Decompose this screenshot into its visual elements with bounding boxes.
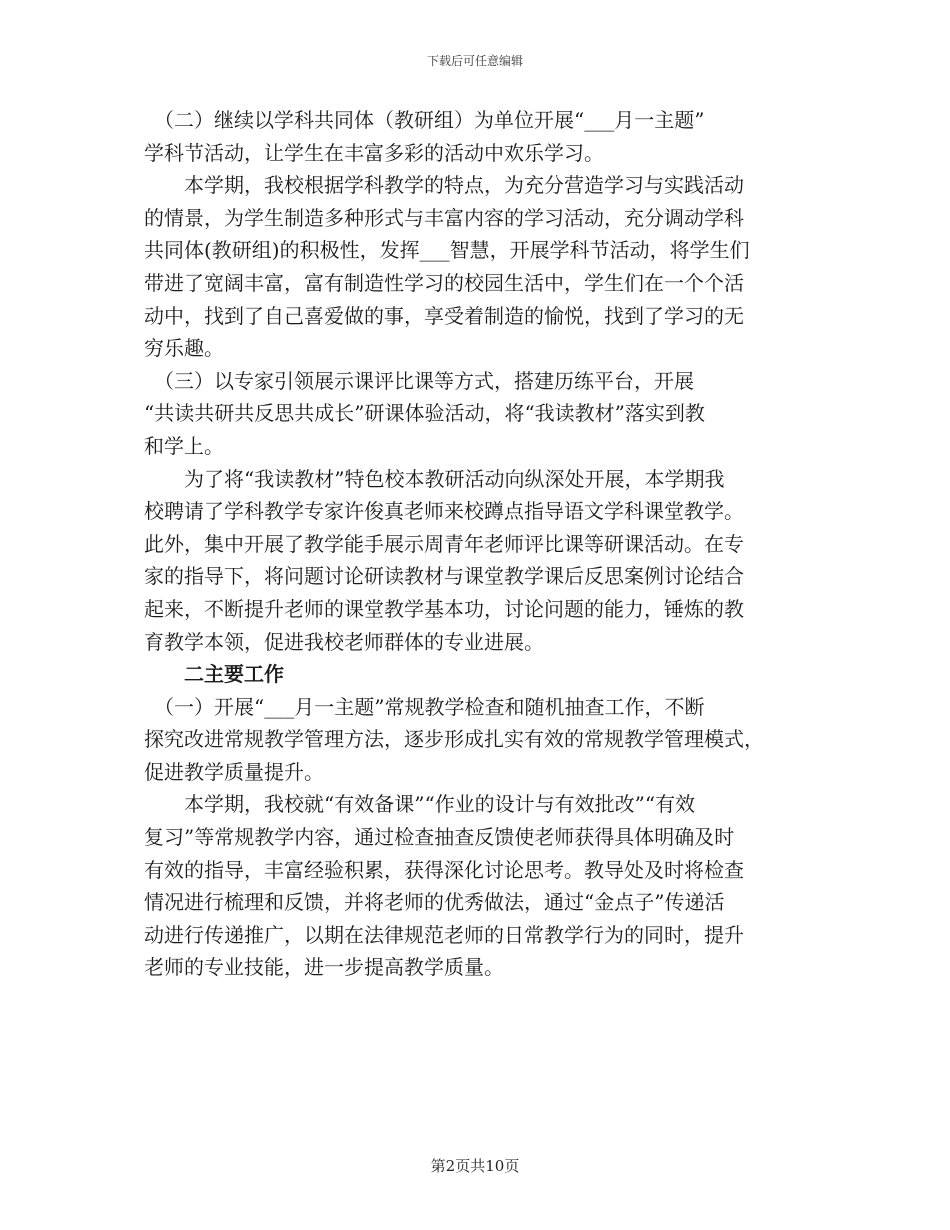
text-line: 促进教学质量提升。 [144,759,324,784]
text-line: （三）以专家引领展示课评比课等方式，搭建历练平台，开展 [144,368,694,393]
text-line: （二）继续以学科共同体（教研组）为单位开展“___月一主题” [144,108,705,132]
text-line: 复习”等常规教学内容，通过检查抽查反馈使老师获得具体明确及时 [144,825,735,850]
text-line: 此外，集中开展了教学能手展示周青年老师评比课等研课活动。在专 [144,531,744,556]
text-line: 情况进行梳理和反馈，并将老师的优秀做法，通过“金点子”传递活 [144,890,725,915]
text-line: 动进行传递推广，以期在法律规范老师的日常教学行为的同时，提升 [144,922,744,947]
heading-text: 二主要工作 [144,662,284,687]
text-line: 为了将“我读教材”特色校本教研活动向纵深处开展，本学期我 [144,466,725,491]
total-pages: 10 [485,1157,505,1175]
footer-prefix: 第 [430,1157,446,1175]
document-body [144,104,812,984]
footer-suffix: 页 [504,1157,520,1175]
footer-mid: 页共 [455,1157,486,1175]
text-line: （一）开展“___月一主题”常规教学检查和随机抽查工作，不断 [144,694,705,719]
text-line: 校聘请了学科教学专家许俊真老师来校蹲点指导语文学科课堂教学。 [144,499,744,524]
text-line: 老师的专业技能，进一步提高教学质量。 [144,955,504,980]
paragraph-activity-subject-festival [144,104,812,169]
text-line: 动中，找到了自己喜爱做的事，享受着制造的愉悦，找到了学习的无 [144,303,744,328]
text-line: 本学期，我校根据学科教学的特点，为充分营造学习与实践活动 [144,173,744,198]
page-header: 下载后可任意编辑 [426,54,523,68]
page-footer [0,1156,950,1176]
text-line: 共同体(教研组)的积极性，发挥___智慧，开展学科节活动，将学生们 [144,238,750,263]
text-line: 学科节活动，让学生在丰富多彩的活动中欢乐学习。 [144,140,604,165]
page-number: 2 [445,1157,456,1175]
text-line: 穷乐趣。 [144,336,224,361]
text-line: 带进了宽阔丰富，富有制造性学习的校园生活中，学生们在一个个活 [144,270,744,295]
text-line: 本学期，我校就“有效备课”“作业的设计与有效批改”“有效 [144,792,696,817]
text-line: “共读共研共反思共成长”研课体验活动，将“我读教材”落实到教 [144,401,705,426]
paragraph-effective-teaching [144,788,812,984]
text-line: 起来，不断提升老师的课堂教学基本功，讨论问题的能力，锤炼的教 [144,596,744,621]
section-heading [144,658,812,691]
paragraph-teaching-research [144,463,812,659]
text-line: 的情景，为学生制造多种形式与丰富内容的学习活动，充分调动学科 [144,205,744,230]
text-line: 和学上。 [144,433,224,458]
text-line: 育教学本领，促进我校老师群体的专业进展。 [144,629,544,654]
text-line: 家的指导下，将问题讨论研读教材与课堂教学课后反思案例讨论结合 [144,564,744,589]
paragraph-semester-activities [144,169,812,365]
text-line: 探究改进常规教学管理方法，逐步形成扎实有效的常规教学管理模式， [144,727,764,752]
text-line: 有效的指导，丰富经验积累，获得深化讨论思考。教导处及时将检查 [144,857,744,882]
paragraph-routine-inspection [144,691,812,789]
paragraph-expert-guidance [144,365,812,463]
